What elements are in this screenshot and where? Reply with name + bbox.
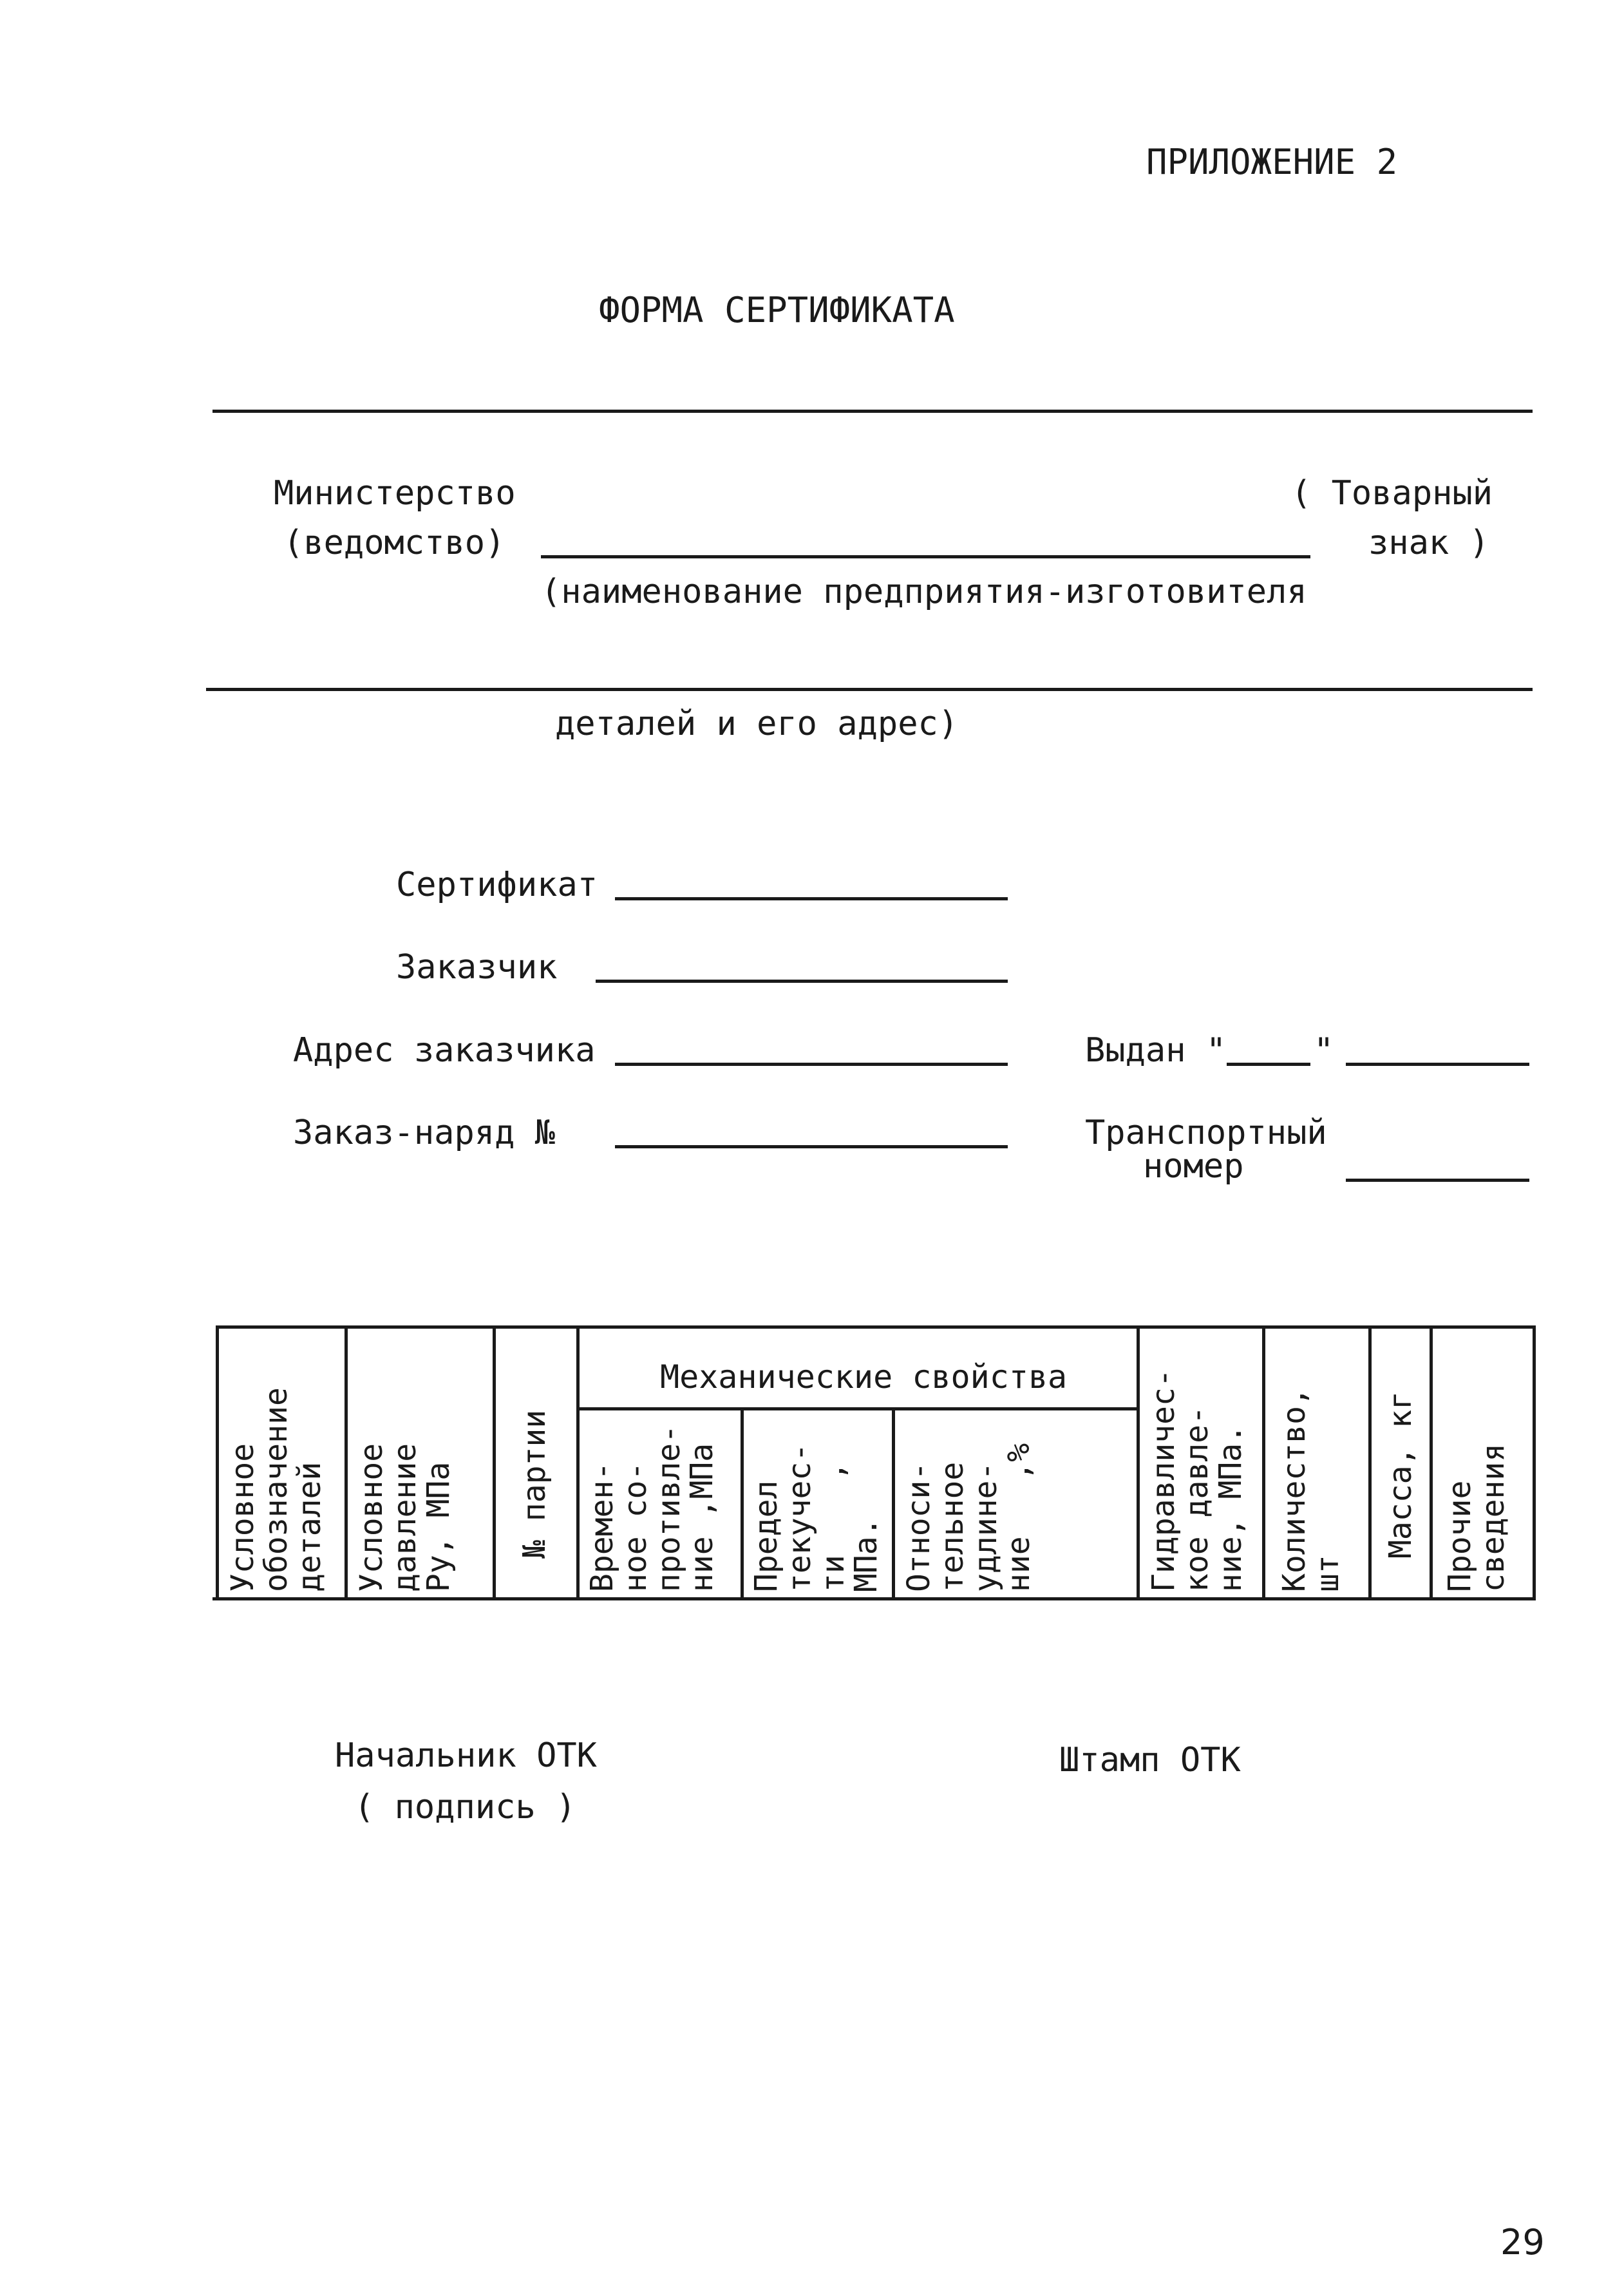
address-rule <box>206 688 1533 691</box>
customer-label: Заказчик <box>396 948 558 987</box>
otk-head-label: Начальник ОТК <box>335 1736 597 1775</box>
issued-label: Выдан " <box>1085 1031 1227 1070</box>
table-col-border <box>1533 1325 1536 1600</box>
table-top-border <box>216 1325 1536 1329</box>
transport-sublabel: номер <box>1143 1147 1244 1186</box>
table-col-border <box>576 1325 580 1600</box>
col-header-other: Прочие сведения <box>1442 1443 1511 1592</box>
table-col-border <box>1368 1325 1372 1600</box>
col-header-pressure: Условное давление Ру, МПа <box>354 1443 457 1592</box>
order-field[interactable] <box>615 1145 1008 1148</box>
col-header-elongation: Относи- тельное удлине- ние ,% <box>901 1443 1037 1592</box>
page-number: 29 <box>1500 2222 1545 2263</box>
issued-date-field[interactable] <box>1346 1063 1529 1066</box>
trademark-label: ( Товарный <box>1291 474 1493 513</box>
table-col-border <box>1430 1325 1433 1600</box>
col-header-hydraulic: Гидравличес- кое давле- ние, МПа. <box>1146 1369 1249 1592</box>
appendix-label: ПРИЛОЖЕНИЕ 2 <box>1146 142 1398 182</box>
col-header-quantity: Количество, шт <box>1276 1387 1346 1592</box>
mech-properties-header: Механические свойства <box>660 1358 1068 1396</box>
issued-quote-close: " <box>1314 1031 1334 1070</box>
table-col-border <box>741 1407 744 1600</box>
customer-address-field[interactable] <box>615 1063 1008 1066</box>
mech-group-divider <box>576 1407 1137 1410</box>
order-label: Заказ-наряд № <box>293 1114 555 1152</box>
customer-address-label: Адрес заказчика <box>293 1031 596 1070</box>
table-col-border <box>1137 1325 1140 1600</box>
enterprise-caption-cont: деталей и его адрес) <box>555 705 959 743</box>
table-col-border <box>892 1407 895 1600</box>
col-header-designation: Условное обозначение деталей <box>225 1387 328 1592</box>
table-col-border <box>216 1325 219 1600</box>
otk-stamp-label: Штамп ОТК <box>1059 1741 1241 1780</box>
page-title: ФОРМА СЕРТИФИКАТА <box>599 290 955 330</box>
col-header-batch: № партии <box>516 1409 552 1559</box>
issued-day-field[interactable] <box>1227 1063 1310 1066</box>
enterprise-caption: (наименование предприятия-изготовителя <box>541 573 1307 611</box>
top-rule <box>212 410 1533 413</box>
table-col-border <box>493 1325 496 1600</box>
col-header-tensile: Времен- ное со- противле- ние ,МПа <box>584 1424 721 1592</box>
trademark-sublabel: знак ) <box>1368 524 1489 562</box>
enterprise-name-line <box>541 555 1310 558</box>
signature-label: ( подпись ) <box>354 1788 576 1827</box>
certificate-label: Сертификат <box>396 866 598 904</box>
col-header-mass: Масса, кг <box>1383 1391 1419 1559</box>
transport-number-field[interactable] <box>1346 1179 1529 1182</box>
table-col-border <box>345 1325 348 1600</box>
col-header-yield: Предел текучес- ти , МПа. <box>748 1443 885 1592</box>
transport-label: Транспортный <box>1085 1114 1327 1152</box>
table-bottom-border <box>212 1597 1536 1600</box>
certificate-field[interactable] <box>615 897 1008 900</box>
ministry-label: Министерство <box>274 474 516 513</box>
table-col-border <box>1262 1325 1265 1600</box>
customer-field[interactable] <box>596 980 1008 983</box>
ministry-sublabel: (ведомство) <box>283 524 505 562</box>
